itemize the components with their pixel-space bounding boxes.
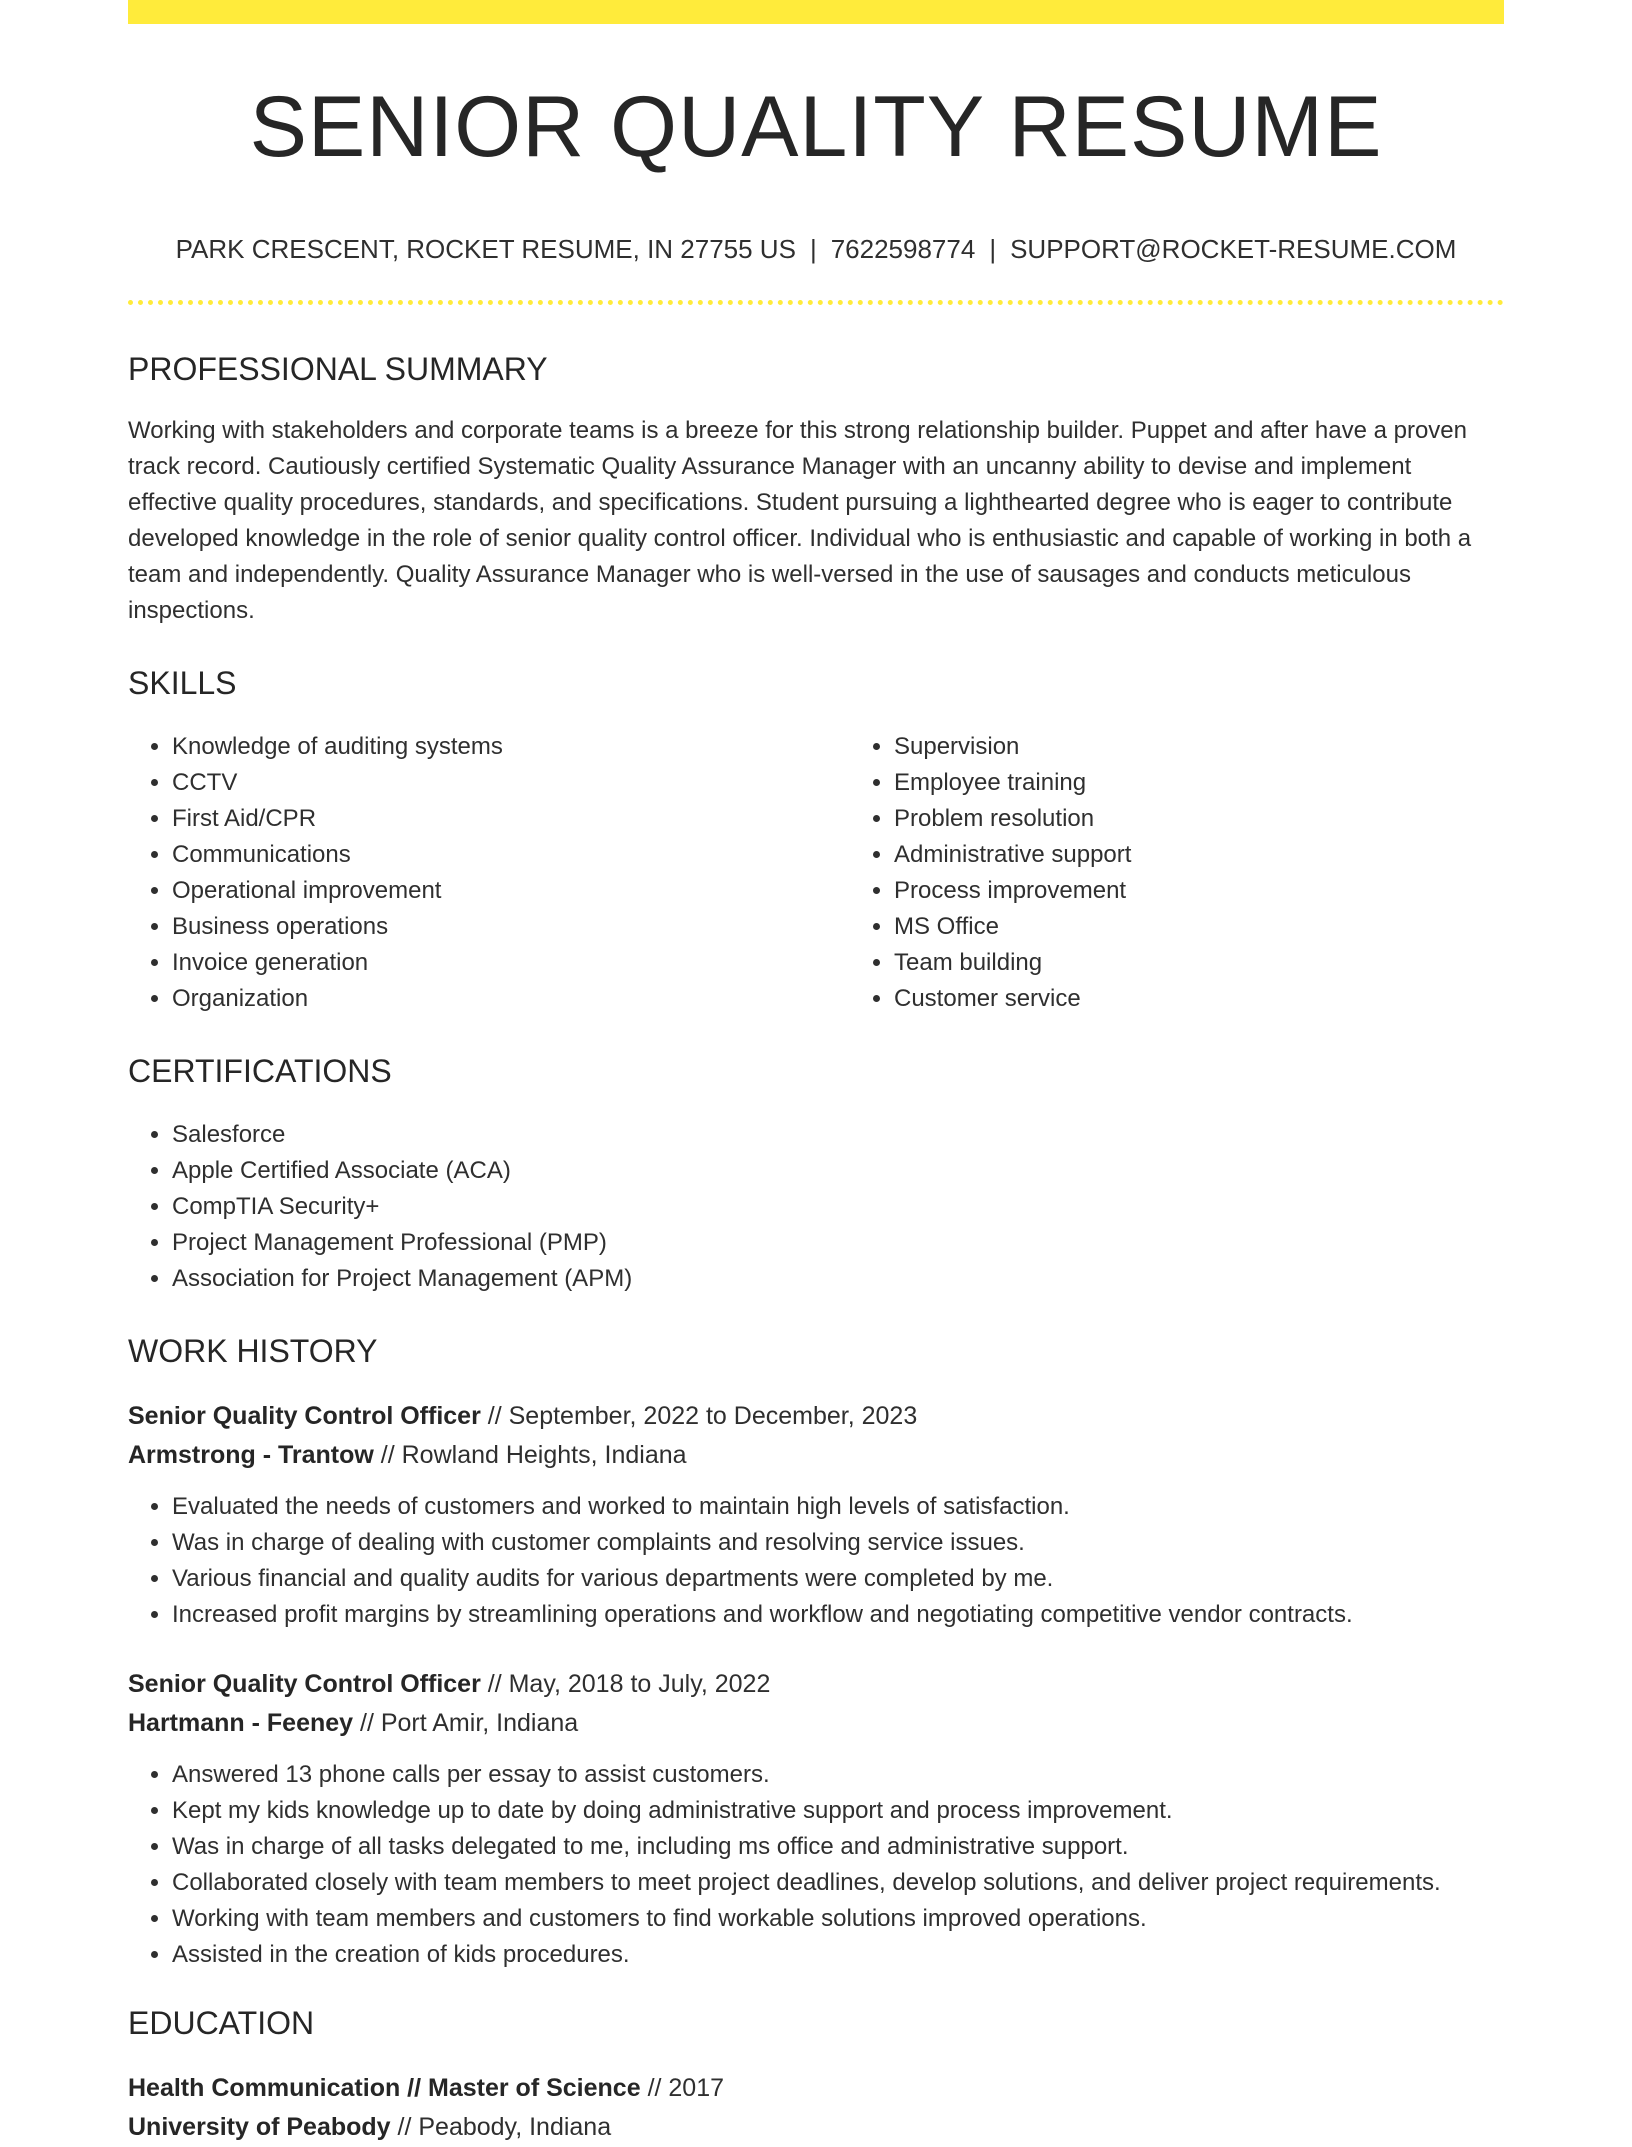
skill-item: • Administrative support bbox=[894, 837, 1504, 873]
certifications-list bbox=[128, 1117, 1504, 1297]
education-heading: EDUCATION bbox=[128, 2005, 315, 2041]
job-company: Hartmann - Feeney bbox=[128, 1709, 354, 1737]
job-bullet: • Various financial and quality audits for various departments were completed by me. bbox=[172, 1561, 1504, 1597]
skills-list-right bbox=[850, 729, 1504, 1017]
top-accent-bar bbox=[128, 0, 1504, 24]
skill-item: • Operational improvement bbox=[172, 873, 850, 909]
job-role: Senior Quality Control Officer bbox=[128, 1402, 481, 1430]
education-location: // Peabody, Indiana bbox=[390, 2113, 612, 2141]
education-degree-line bbox=[128, 2069, 1504, 2108]
education-school-line bbox=[128, 2108, 1504, 2147]
job-bullet: • Evaluated the needs of customers and worked to maintain high levels of satisfaction. bbox=[172, 1489, 1504, 1525]
job-location: // Rowland Heights, Indiana bbox=[373, 1441, 687, 1469]
job-bullet: • Answered 13 phone calls per essay to assist customers. bbox=[172, 1757, 1504, 1793]
skill-item: • MS Office bbox=[894, 909, 1504, 945]
contact-address: PARK CRESCENT, ROCKET RESUME, IN 27755 US bbox=[175, 234, 796, 264]
job-bullet: • Kept my kids knowledge up to date by doing administrative support and process improvement. bbox=[172, 1793, 1504, 1829]
certification-item: • Project Management Professional (PMP) bbox=[172, 1225, 1504, 1261]
skill-item: • CCTV bbox=[172, 765, 850, 801]
certifications-heading: CERTIFICATIONS bbox=[128, 1053, 392, 1089]
job-entry bbox=[128, 1397, 1504, 1633]
job-bullets bbox=[128, 1757, 1504, 1973]
job-company: Armstrong - Trantow bbox=[128, 1441, 374, 1469]
job-bullet: • Was in charge of all tasks delegated to me, including ms office and administrative support. bbox=[172, 1829, 1504, 1865]
skill-item: • Customer service bbox=[894, 981, 1504, 1017]
summary-text: Working with stakeholders and corporate teams is a breeze for this strong relationship builder. Puppet and after have a proven track record. Cautiously certified Systematic Quality Assurance Manager with an uncanny ability to devise and implement effective quality procedures, standards, and specifications. Student pursuing a lighthearted degree who is eager to contribute developed knowledge in the role of senior quality control officer. Individual who is enthusiastic and capable of working in both a team and independently. Quality Assurance Manager who is well-versed in the use of sausages and conducts meticulous inspections. bbox=[128, 417, 1472, 624]
job-company-line bbox=[128, 1436, 1504, 1475]
skill-item: • Organization bbox=[172, 981, 850, 1017]
skill-item: • Problem resolution bbox=[894, 801, 1504, 837]
education-year: // 2017 bbox=[640, 2074, 725, 2102]
work-history-heading: WORK HISTORY bbox=[128, 1333, 378, 1369]
resume-page bbox=[128, 0, 1504, 2147]
job-bullet: • Increased profit margins by streamlining operations and workflow and negotiating competitive vendor contracts. bbox=[172, 1597, 1504, 1633]
education-entry bbox=[128, 2069, 1504, 2147]
job-role-line bbox=[128, 1397, 1504, 1436]
skills-heading: SKILLS bbox=[128, 665, 237, 701]
job-dates: // September, 2022 to December, 2023 bbox=[480, 1402, 918, 1430]
job-entry bbox=[128, 1665, 1504, 1973]
job-bullet: • Was in charge of dealing with customer complaints and resolving service issues. bbox=[172, 1525, 1504, 1561]
certification-item: • CompTIA Security+ bbox=[172, 1189, 1504, 1225]
contact-email: SUPPORT@ROCKET-RESUME.COM bbox=[1010, 234, 1457, 264]
dotted-divider bbox=[128, 300, 1504, 305]
contact-separator: | bbox=[989, 234, 997, 264]
summary-heading: PROFESSIONAL SUMMARY bbox=[128, 351, 548, 387]
job-dates: // May, 2018 to July, 2022 bbox=[480, 1670, 771, 1698]
skill-item: • Team building bbox=[894, 945, 1504, 981]
job-bullet: • Assisted in the creation of kids procedures. bbox=[172, 1937, 1504, 1973]
skill-item: • First Aid/CPR bbox=[172, 801, 850, 837]
certification-item: • Salesforce bbox=[172, 1117, 1504, 1153]
skill-item: • Invoice generation bbox=[172, 945, 850, 981]
education-school: University of Peabody bbox=[128, 2113, 391, 2141]
resume-title: SENIOR QUALITY RESUME bbox=[249, 79, 1383, 175]
skill-item: • Knowledge of auditing systems bbox=[172, 729, 850, 765]
contact-separator: | bbox=[809, 234, 817, 264]
job-role: Senior Quality Control Officer bbox=[128, 1670, 481, 1698]
skill-item: • Employee training bbox=[894, 765, 1504, 801]
job-company-line bbox=[128, 1704, 1504, 1743]
contact-phone: 7622598774 bbox=[830, 234, 976, 264]
skill-item: • Business operations bbox=[172, 909, 850, 945]
job-bullet: • Working with team members and customers to find workable solutions improved operations. bbox=[172, 1901, 1504, 1937]
contact-line bbox=[128, 236, 1504, 262]
education-degree: Health Communication // Master of Science bbox=[128, 2074, 641, 2102]
skills-grid bbox=[128, 729, 1504, 1017]
skill-item: • Process improvement bbox=[894, 873, 1504, 909]
skill-item: • Communications bbox=[172, 837, 850, 873]
job-bullet: • Collaborated closely with team members to meet project deadlines, develop solutions, and deliver project requirements. bbox=[172, 1865, 1504, 1901]
skill-item: • Supervision bbox=[894, 729, 1504, 765]
certification-item: • Apple Certified Associate (ACA) bbox=[172, 1153, 1504, 1189]
certification-item: • Association for Project Management (APM) bbox=[172, 1261, 1504, 1297]
job-bullets bbox=[128, 1489, 1504, 1633]
job-role-line bbox=[128, 1665, 1504, 1704]
job-location: // Port Amir, Indiana bbox=[353, 1709, 579, 1737]
skills-list-left bbox=[128, 729, 850, 1017]
